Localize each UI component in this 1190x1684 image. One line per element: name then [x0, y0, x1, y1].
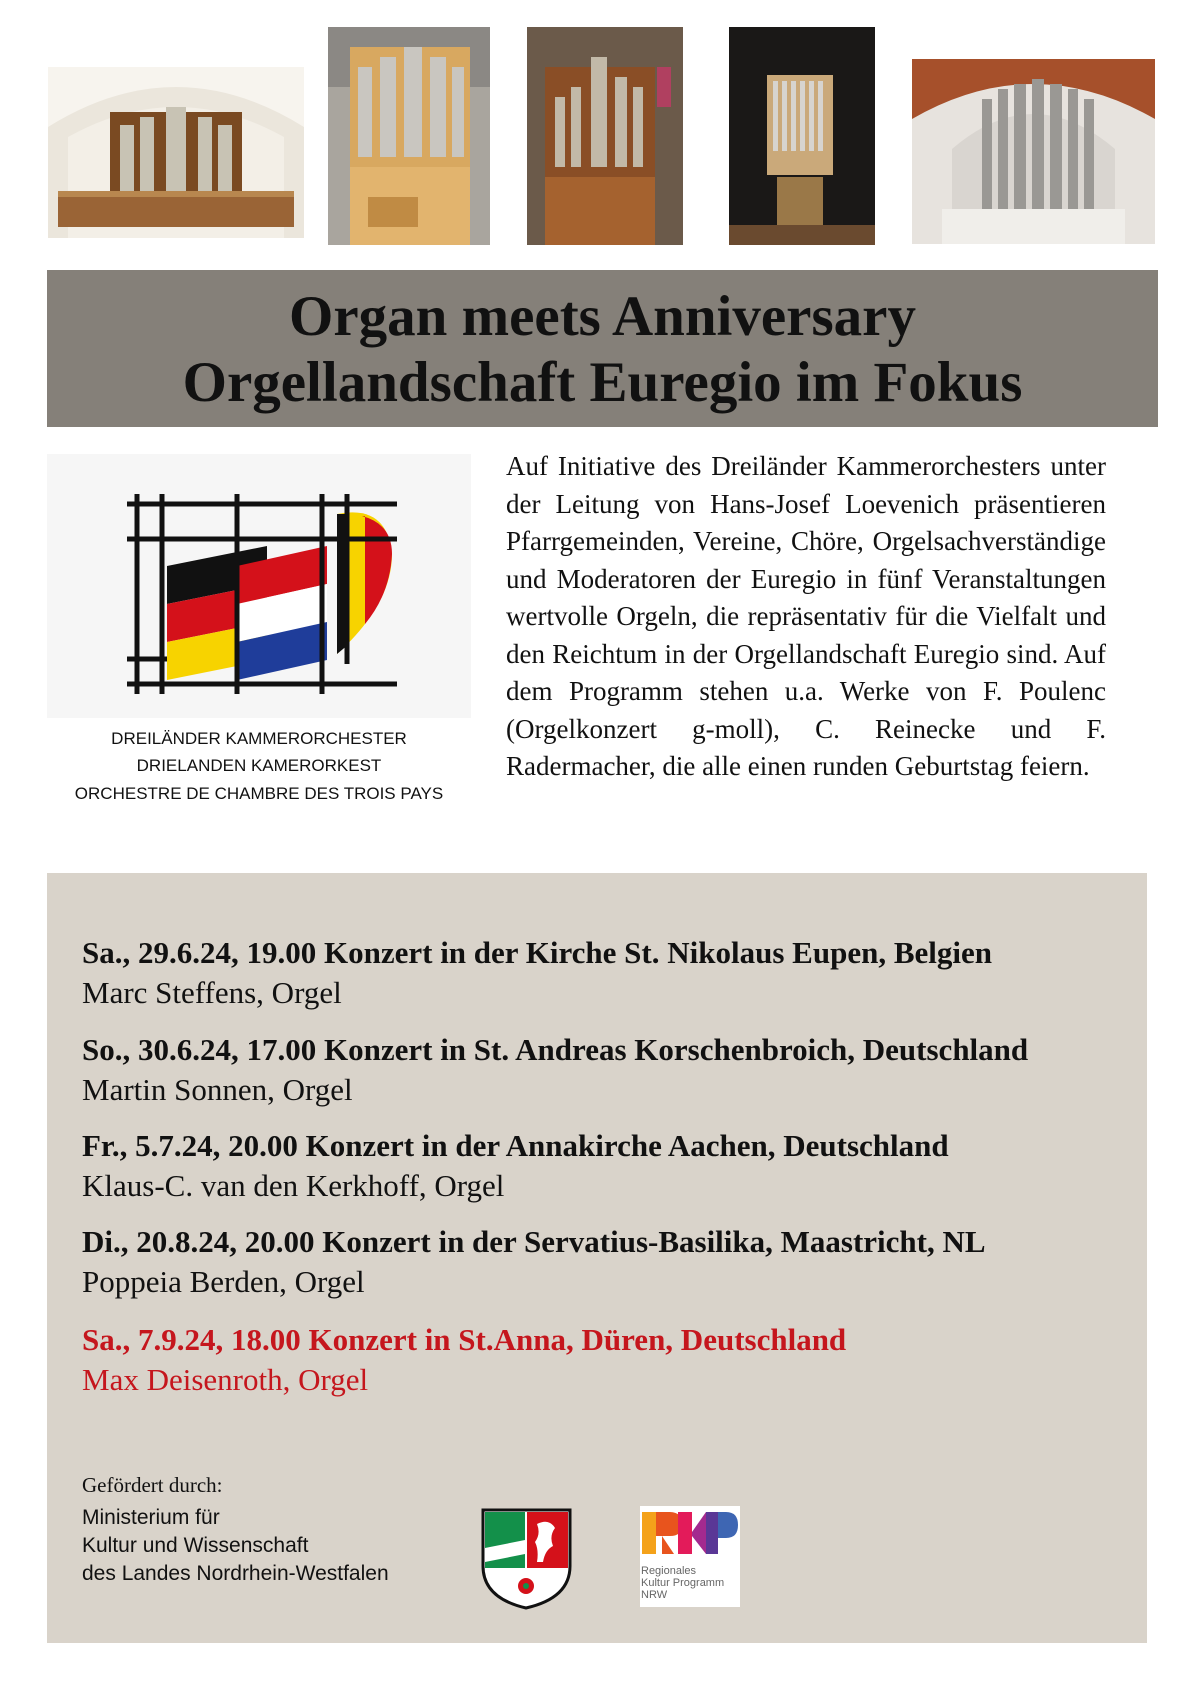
- title-band: [47, 270, 1158, 427]
- event-3-title: Fr., 5.7.24, 20.00 Konzert in der Annakirche Aachen, Deutschland: [82, 1128, 949, 1163]
- ministry-line-1: Ministerium für: [82, 1506, 220, 1529]
- rkp-line-3: NRW: [641, 1589, 668, 1601]
- orchestra-name-nl: DRIELANDEN KAMERORKEST: [136, 756, 382, 775]
- rkp-line-1: Regionales: [641, 1565, 697, 1577]
- title-line-2: Orgellandschaft Euregio im Fokus: [182, 351, 1023, 414]
- event-5-title: Sa., 7.9.24, 18.00 Konzert in St.Anna, Düren, Deutschland: [82, 1322, 847, 1357]
- event-2-performer: Martin Sonnen, Orgel: [82, 1072, 353, 1107]
- organ-photo-2: [328, 27, 490, 245]
- nrw-crest-icon: [479, 1506, 574, 1610]
- event-1-performer: Marc Steffens, Orgel: [82, 975, 342, 1010]
- orchestra-logo: [47, 454, 471, 718]
- rkp-line-2: Kultur Programm: [641, 1577, 725, 1589]
- organ-photo-4: [729, 27, 875, 245]
- ministry-line-2: Kultur und Wissenschaft: [82, 1534, 309, 1557]
- event-2-title: So., 30.6.24, 17.00 Konzert in St. Andreas Korschenbroich, Deutschland: [82, 1032, 1029, 1067]
- event-4-title: Di., 20.8.24, 20.00 Konzert in der Servatius-Basilika, Maastricht, NL: [82, 1224, 986, 1259]
- ministry-line-3: des Landes Nordrhein-Westfalen: [82, 1562, 389, 1585]
- orchestra-name-fr: ORCHESTRE DE CHAMBRE DES TROIS PAYS: [74, 784, 444, 803]
- ministry-logo-text: [82, 1504, 389, 1588]
- orchestra-name-de: DREILÄNDER KAMMERORCHESTER: [111, 729, 407, 748]
- title-line-1: Organ meets Anniversary: [289, 285, 916, 348]
- event-5-performer: Max Deisenroth, Orgel: [82, 1362, 369, 1397]
- sponsor-label: Gefördert durch:: [82, 1473, 223, 1497]
- organ-photo-5: [912, 59, 1155, 244]
- event-3-performer: Klaus-C. van den Kerkhoff, Orgel: [82, 1168, 505, 1203]
- rkp-logo-text: [641, 1565, 724, 1601]
- event-4-performer: Poppeia Berden, Orgel: [82, 1264, 365, 1299]
- intro-paragraph: Auf Initiative des Dreiländer Kammerorchesters unter der Leitung von Hans-Josef Loevenich präsentieren Pfarrgemeinden, Vereine, Chöre, Orgelsachverständige und Moderatoren der Euregio in fünf Veranstaltungen wertvolle Orgeln, die repräsentativ für die Vielfalt und den Reichtum in der Orgellandschaft Euregio sind. Auf dem Programm stehen u.a. Werke von F. Poulenc (Orgelkonzert g-moll), C. Reinecke und F. Radermacher, die alle einen runden Geburtstag feiern.: [506, 451, 1106, 781]
- event-1-title: Sa., 29.6.24, 19.00 Konzert in der Kirche St. Nikolaus Eupen, Belgien: [82, 935, 992, 970]
- organ-photo-3: [527, 27, 683, 245]
- organ-photo-1: [48, 67, 304, 238]
